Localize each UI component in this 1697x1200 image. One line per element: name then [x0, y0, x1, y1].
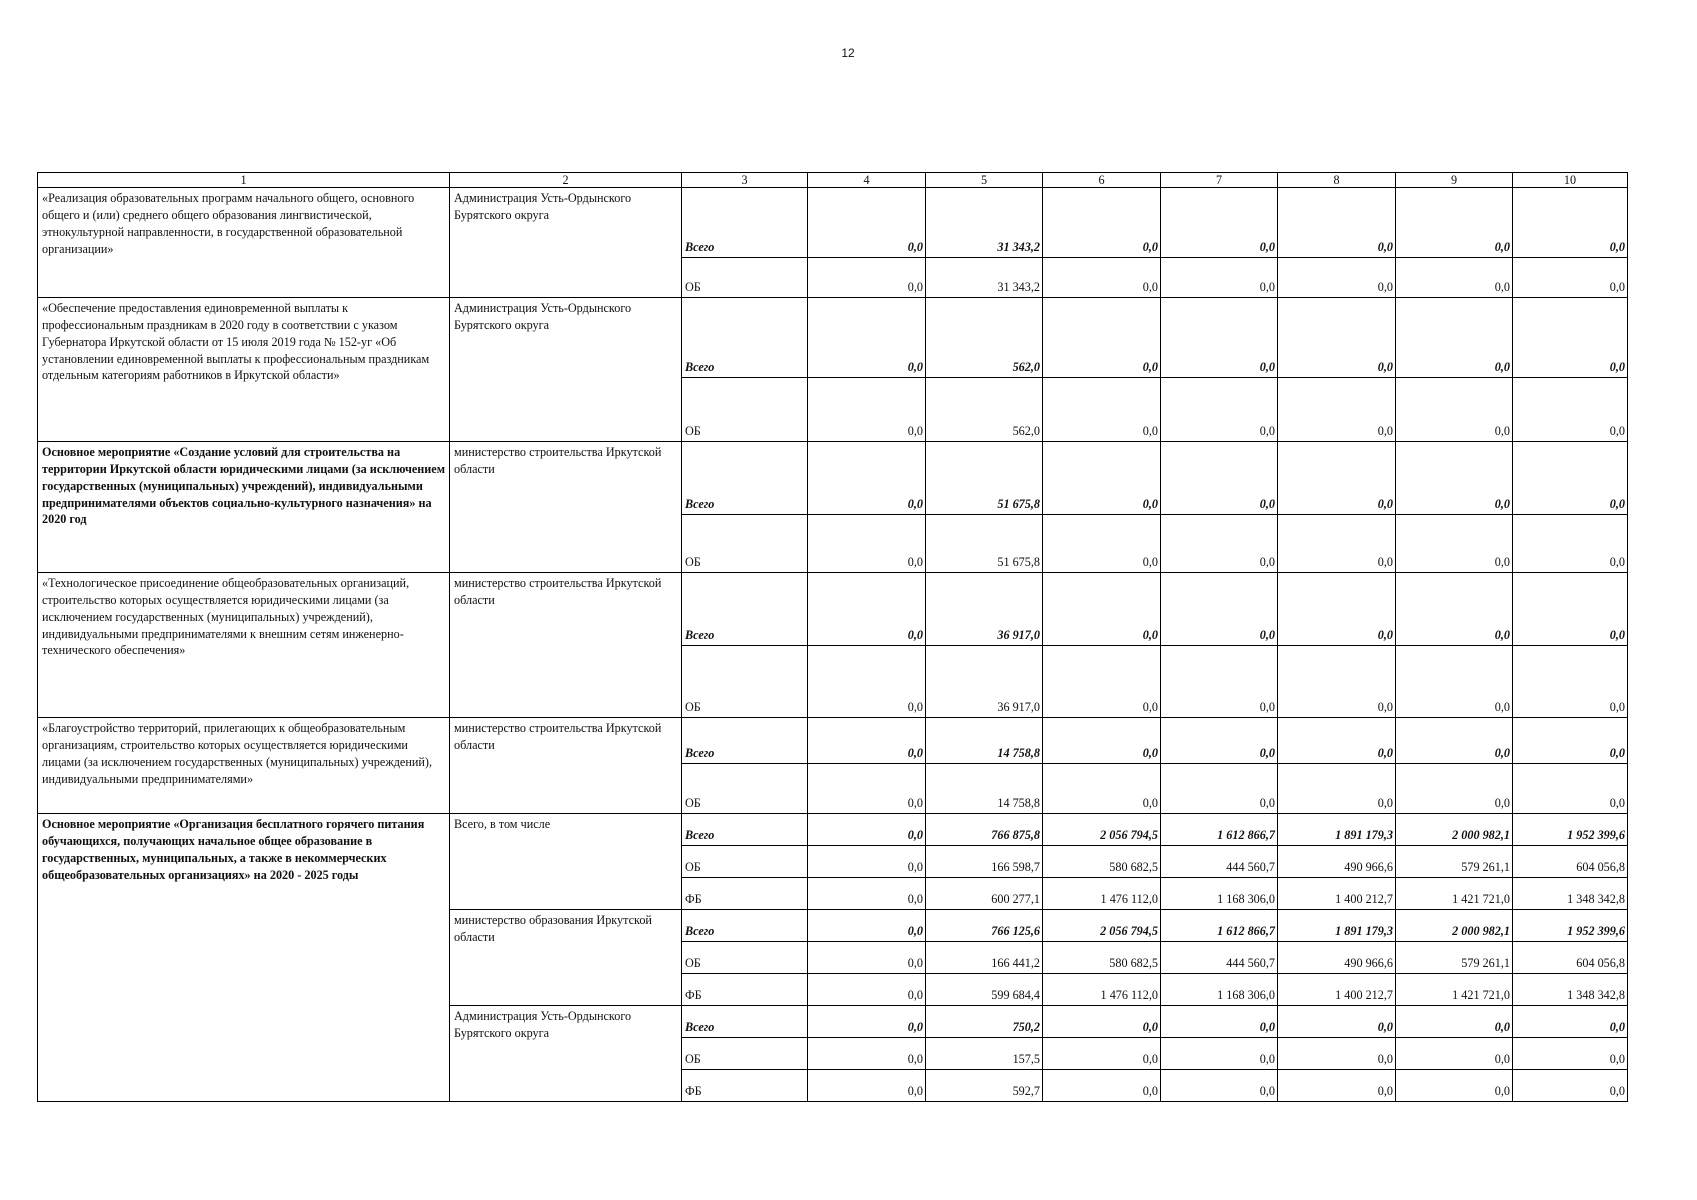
value-cell: 0,0: [808, 910, 926, 942]
value-cell: 0,0: [808, 298, 926, 378]
value-cell: 0,0: [1396, 378, 1513, 442]
value-cell: 166 441,2: [926, 942, 1043, 974]
value-cell: 604 056,8: [1513, 846, 1628, 878]
column-header: 4: [808, 173, 926, 188]
value-cell: 157,5: [926, 1038, 1043, 1070]
value-cell: 0,0: [1043, 378, 1161, 442]
value-cell: 0,0: [1278, 573, 1396, 646]
funding-source: Всего: [682, 814, 808, 846]
value-cell: 0,0: [808, 764, 926, 814]
funding-source: ОБ: [682, 942, 808, 974]
value-cell: 1 952 399,6: [1513, 910, 1628, 942]
value-cell: 2 056 794,5: [1043, 910, 1161, 942]
measure-description: Основное мероприятие «Создание условий для строительства на территории Иркутской области юридическими лицами (за исключением государственных (муниципальных) учреждений), индивидуальными предпринимателями объектов социально-культурного назначения» на 2020 год: [38, 442, 450, 573]
value-cell: 2 056 794,5: [1043, 814, 1161, 846]
value-cell: 444 560,7: [1161, 846, 1278, 878]
value-cell: 1 400 212,7: [1278, 878, 1396, 910]
value-cell: 562,0: [926, 378, 1043, 442]
value-cell: 0,0: [1278, 298, 1396, 378]
value-cell: 0,0: [808, 942, 926, 974]
value-cell: 36 917,0: [926, 573, 1043, 646]
value-cell: 0,0: [1513, 442, 1628, 515]
table-row: [38, 188, 1628, 258]
value-cell: 14 758,8: [926, 764, 1043, 814]
column-header: 10: [1513, 173, 1628, 188]
value-cell: 0,0: [1513, 515, 1628, 573]
value-cell: 0,0: [1043, 1006, 1161, 1038]
value-cell: 0,0: [1161, 442, 1278, 515]
value-cell: 0,0: [1513, 718, 1628, 764]
executor-name: Администрация Усть-Ордынского Бурятского округа: [450, 1006, 682, 1102]
column-header: 3: [682, 173, 808, 188]
value-cell: 0,0: [808, 1038, 926, 1070]
value-cell: 1 952 399,6: [1513, 814, 1628, 846]
value-cell: 0,0: [1396, 718, 1513, 764]
measure-description: «Благоустройство территорий, прилегающих к общеобразовательным организациям, строительство которых осуществляется юридическими лицами (за исключением государственных (муниципальных) учреждений), индивидуальными предпринимателями»: [38, 718, 450, 814]
value-cell: 2 000 982,1: [1396, 910, 1513, 942]
executor-name: Всего, в том числе: [450, 814, 682, 910]
executor-name: министерство строительства Иркутской области: [450, 718, 682, 814]
value-cell: 600 277,1: [926, 878, 1043, 910]
value-cell: 599 684,4: [926, 974, 1043, 1006]
column-header: 7: [1161, 173, 1278, 188]
page-number: 12: [841, 46, 855, 60]
value-cell: 1 891 179,3: [1278, 814, 1396, 846]
executor-name: Администрация Усть-Ордынского Бурятского округа: [450, 298, 682, 442]
value-cell: 0,0: [1161, 298, 1278, 378]
value-cell: 0,0: [1161, 515, 1278, 573]
value-cell: 1 421 721,0: [1396, 974, 1513, 1006]
value-cell: 0,0: [1396, 258, 1513, 298]
value-cell: 51 675,8: [926, 442, 1043, 515]
funding-source: Всего: [682, 298, 808, 378]
value-cell: 0,0: [1278, 442, 1396, 515]
value-cell: 0,0: [1278, 1038, 1396, 1070]
value-cell: 166 598,7: [926, 846, 1043, 878]
value-cell: 0,0: [808, 974, 926, 1006]
funding-source: Всего: [682, 910, 808, 942]
column-header: 6: [1043, 173, 1161, 188]
value-cell: 0,0: [1043, 573, 1161, 646]
value-cell: 0,0: [808, 646, 926, 718]
funding-source: ОБ: [682, 515, 808, 573]
value-cell: 444 560,7: [1161, 942, 1278, 974]
measure-description: Основное мероприятие «Организация бесплатного горячего питания обучающихся, получающих начальное общее образование в государственных, муниципальных, а также в некоммерческих общеобразовательных организациях» на 2020 - 2025 годы: [38, 814, 450, 1102]
value-cell: 36 917,0: [926, 646, 1043, 718]
value-cell: 0,0: [808, 718, 926, 764]
funding-source: Всего: [682, 573, 808, 646]
value-cell: 0,0: [1513, 573, 1628, 646]
value-cell: 750,2: [926, 1006, 1043, 1038]
column-header: 1: [38, 173, 450, 188]
value-cell: 0,0: [1396, 298, 1513, 378]
value-cell: 0,0: [1278, 515, 1396, 573]
value-cell: 0,0: [1161, 378, 1278, 442]
value-cell: 0,0: [1278, 718, 1396, 764]
value-cell: 0,0: [1396, 646, 1513, 718]
column-header: 5: [926, 173, 1043, 188]
value-cell: 0,0: [808, 1070, 926, 1102]
value-cell: 0,0: [808, 878, 926, 910]
value-cell: 0,0: [1043, 298, 1161, 378]
value-cell: 0,0: [1396, 573, 1513, 646]
value-cell: 579 261,1: [1396, 846, 1513, 878]
value-cell: 0,0: [1161, 1038, 1278, 1070]
value-cell: 0,0: [1513, 188, 1628, 258]
executor-name: министерство образования Иркутской области: [450, 910, 682, 1006]
value-cell: 0,0: [1161, 573, 1278, 646]
value-cell: 0,0: [1043, 442, 1161, 515]
value-cell: 0,0: [1513, 1070, 1628, 1102]
budget-table: [37, 172, 1628, 1102]
value-cell: 0,0: [808, 1006, 926, 1038]
value-cell: 490 966,6: [1278, 942, 1396, 974]
funding-source: ОБ: [682, 1038, 808, 1070]
measure-description: «Технологическое присоединение общеобразовательных организаций, строительство которых осуществляется юридическими лицами (за исключением государственных (муниципальных) учреждений), индивидуальными предпринимателями к внешним сетям инженерно-технического обеспечения»: [38, 573, 450, 718]
value-cell: 0,0: [1161, 764, 1278, 814]
value-cell: 0,0: [1278, 1070, 1396, 1102]
value-cell: 0,0: [1161, 718, 1278, 764]
value-cell: 0,0: [1513, 646, 1628, 718]
value-cell: 0,0: [1278, 764, 1396, 814]
funding-source: Всего: [682, 718, 808, 764]
value-cell: 0,0: [1396, 442, 1513, 515]
table-row: [38, 442, 1628, 515]
value-cell: 562,0: [926, 298, 1043, 378]
value-cell: 0,0: [808, 846, 926, 878]
value-cell: 0,0: [1161, 646, 1278, 718]
value-cell: 0,0: [1043, 1038, 1161, 1070]
value-cell: 0,0: [1278, 188, 1396, 258]
value-cell: 0,0: [1513, 378, 1628, 442]
funding-source: ФБ: [682, 974, 808, 1006]
measure-description: «Обеспечение предоставления единовременной выплаты к профессиональным праздникам в 2020 году в соответствии с указом Губернатора Иркутской области от 15 июля 2019 года № 152-уг «Об установлении единовременной выплаты к профессиональным праздникам отдельным категориям работников в Иркутской области»: [38, 298, 450, 442]
value-cell: 0,0: [1161, 258, 1278, 298]
value-cell: 766 125,6: [926, 910, 1043, 942]
value-cell: 0,0: [1278, 378, 1396, 442]
funding-source: ФБ: [682, 878, 808, 910]
table-row: [38, 298, 1628, 378]
funding-source: ОБ: [682, 378, 808, 442]
value-cell: 1 348 342,8: [1513, 878, 1628, 910]
value-cell: 1 476 112,0: [1043, 974, 1161, 1006]
value-cell: 0,0: [808, 573, 926, 646]
value-cell: 766 875,8: [926, 814, 1043, 846]
value-cell: 0,0: [1043, 515, 1161, 573]
value-cell: 0,0: [1043, 1070, 1161, 1102]
value-cell: 0,0: [1396, 515, 1513, 573]
value-cell: 31 343,2: [926, 258, 1043, 298]
value-cell: 0,0: [808, 188, 926, 258]
value-cell: 592,7: [926, 1070, 1043, 1102]
funding-source: Всего: [682, 1006, 808, 1038]
table-row: [38, 814, 1628, 846]
funding-source: Всего: [682, 442, 808, 515]
value-cell: 1 348 342,8: [1513, 974, 1628, 1006]
value-cell: 0,0: [808, 442, 926, 515]
value-cell: 0,0: [1396, 764, 1513, 814]
value-cell: 1 612 866,7: [1161, 910, 1278, 942]
value-cell: 14 758,8: [926, 718, 1043, 764]
executor-name: министерство строительства Иркутской области: [450, 573, 682, 718]
value-cell: 490 966,6: [1278, 846, 1396, 878]
funding-source: ФБ: [682, 1070, 808, 1102]
value-cell: 0,0: [1043, 258, 1161, 298]
value-cell: 0,0: [1513, 258, 1628, 298]
executor-name: Администрация Усть-Ордынского Бурятского округа: [450, 188, 682, 298]
value-cell: 0,0: [808, 258, 926, 298]
value-cell: 31 343,2: [926, 188, 1043, 258]
value-cell: 51 675,8: [926, 515, 1043, 573]
value-cell: 0,0: [1396, 1006, 1513, 1038]
value-cell: 0,0: [1161, 188, 1278, 258]
value-cell: 0,0: [1043, 764, 1161, 814]
value-cell: 0,0: [1278, 258, 1396, 298]
funding-source: ОБ: [682, 646, 808, 718]
value-cell: 0,0: [1513, 1038, 1628, 1070]
value-cell: 1 891 179,3: [1278, 910, 1396, 942]
value-cell: 0,0: [1513, 1006, 1628, 1038]
table-row: [38, 573, 1628, 646]
value-cell: 1 168 306,0: [1161, 974, 1278, 1006]
value-cell: 0,0: [808, 814, 926, 846]
value-cell: 580 682,5: [1043, 846, 1161, 878]
value-cell: 0,0: [808, 378, 926, 442]
value-cell: 604 056,8: [1513, 942, 1628, 974]
table-header-row: [38, 173, 1628, 188]
column-header: 9: [1396, 173, 1513, 188]
value-cell: 0,0: [1161, 1006, 1278, 1038]
value-cell: 1 612 866,7: [1161, 814, 1278, 846]
value-cell: 0,0: [1043, 646, 1161, 718]
column-header: 2: [450, 173, 682, 188]
value-cell: 0,0: [1161, 1070, 1278, 1102]
funding-source: ОБ: [682, 846, 808, 878]
value-cell: 0,0: [1396, 1038, 1513, 1070]
value-cell: 0,0: [1278, 646, 1396, 718]
value-cell: 0,0: [1043, 718, 1161, 764]
funding-source: ОБ: [682, 258, 808, 298]
funding-source: ОБ: [682, 764, 808, 814]
value-cell: 579 261,1: [1396, 942, 1513, 974]
value-cell: 0,0: [1396, 188, 1513, 258]
value-cell: 2 000 982,1: [1396, 814, 1513, 846]
value-cell: 1 421 721,0: [1396, 878, 1513, 910]
value-cell: 1 168 306,0: [1161, 878, 1278, 910]
table-row: [38, 718, 1628, 764]
funding-source: Всего: [682, 188, 808, 258]
value-cell: 0,0: [1396, 1070, 1513, 1102]
value-cell: 0,0: [808, 515, 926, 573]
value-cell: 580 682,5: [1043, 942, 1161, 974]
column-header: 8: [1278, 173, 1396, 188]
value-cell: 0,0: [1513, 764, 1628, 814]
executor-name: министерство строительства Иркутской области: [450, 442, 682, 573]
value-cell: 0,0: [1043, 188, 1161, 258]
value-cell: 0,0: [1278, 1006, 1396, 1038]
value-cell: 1 400 212,7: [1278, 974, 1396, 1006]
value-cell: 1 476 112,0: [1043, 878, 1161, 910]
measure-description: «Реализация образовательных программ начального общего, основного общего и (или) среднего общего образования лингвистической, этнокультурной направленности, в государственной образовательной организации»: [38, 188, 450, 298]
value-cell: 0,0: [1513, 298, 1628, 378]
